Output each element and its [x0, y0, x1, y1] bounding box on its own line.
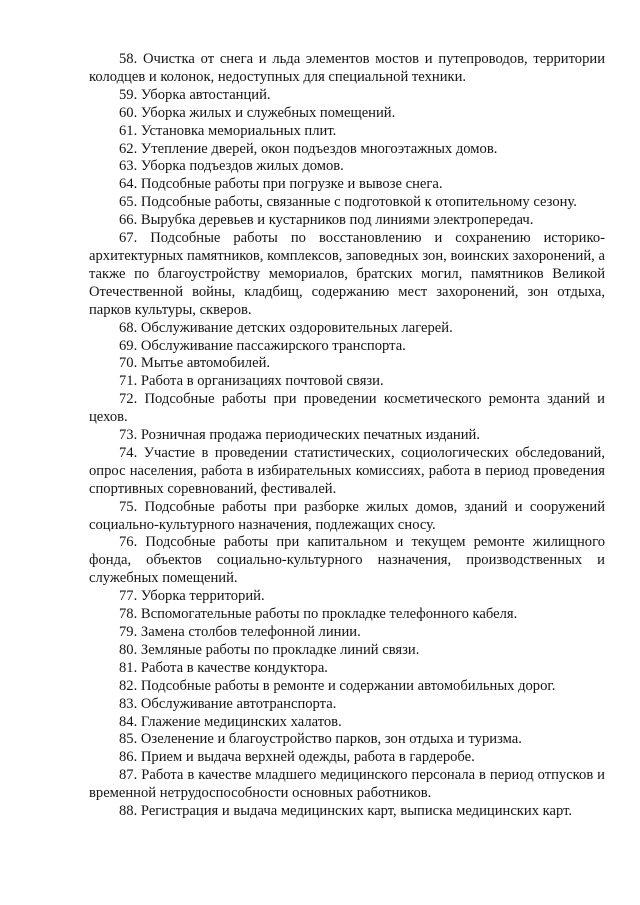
list-item-86: 86. Прием и выдача верхней одежды, работа в гардеробе.: [119, 749, 475, 766]
list-item-63: 63. Уборка подъездов жилых домов.: [119, 158, 344, 175]
list-item-65: 65. Подсобные работы, связанные с подготовкой к отопительному сезону.: [119, 194, 577, 211]
list-item-62: 62. Утепление дверей, окон подъездов многоэтажных домов.: [119, 140, 498, 157]
list-item-75: 75. Подсобные работы при разборке жилых домов, зданий и сооружений социально-культурного назначения, подлежащих сносу.: [89, 498, 605, 533]
list-item-81: 81. Работа в качестве кондуктора.: [119, 659, 328, 676]
list-item-66: 66. Вырубка деревьев и кустарников под линиями электропередач.: [119, 212, 534, 229]
list-item-61: 61. Установка мемориальных плит.: [119, 122, 337, 139]
list-item-58: 58. Очистка от снега и льда элементов мостов и путепроводов, территории колодцев и колонок, недоступных для специальной техники.: [89, 51, 605, 85]
list-item-82: 82. Подсобные работы в ремонте и содержании автомобильных дорог.: [119, 677, 556, 694]
list-item-73: 73. Розничная продажа периодических печатных изданий.: [119, 427, 481, 444]
list-item-88: 88. Регистрация и выдача медицинских карт, выписка медицинских карт.: [119, 803, 573, 820]
list-item-83: 83. Обслуживание автотранспорта.: [119, 695, 337, 712]
list-item-64: 64. Подсобные работы при погрузке и вывозе снега.: [119, 176, 443, 193]
list-item-59: 59. Уборка автостанций.: [119, 86, 271, 103]
list-item-87: 87. Работа в качестве младшего медицинского персонала в период отпусков и временной нетрудоспособности основных работников.: [89, 767, 605, 802]
list-item-76: 76. Подсобные работы при капитальном и текущем ремонте жилищного фонда, объектов социально-культурного назначения, производственных и служебных помещений.: [89, 534, 605, 587]
list-item-71: 71. Работа в организациях почтовой связи.: [119, 373, 384, 390]
list-item-79: 79. Замена столбов телефонной линии.: [119, 624, 361, 640]
list-item-80: 80. Земляные работы по прокладке линий связи.: [119, 641, 420, 658]
list-item-85: 85. Озеленение и благоустройство парков, зон отдыха и туризма.: [119, 731, 522, 748]
list-item-69: 69. Обслуживание пассажирского транспорта.: [119, 337, 406, 354]
list-item-77: 77. Уборка территорий.: [119, 588, 265, 605]
list-item-60: 60. Уборка жилых и служебных помещений.: [119, 104, 396, 121]
list-item-67: 67. Подсобные работы по восстановлению и сохранению историко-архитектурных памятников, комплексов, заповедных зон, воинских захоронений, а также по благоустройству мемориалов, братских могил, памятников Великой Отечественной войны, кладбищ, содержанию мест захоронений, зон отдыха, парков культуры, скверов.: [89, 230, 605, 318]
list-item-74: 74. Участие в проведении статистических, социологических обследований, опрос населения, работа в избирательных комиссиях, работа в период проведения спортивных соревнований, фестивалей.: [89, 444, 605, 497]
list-item-78: 78. Вспомогательные работы по прокладке телефонного кабеля.: [119, 606, 518, 623]
list-item-68: 68. Обслуживание детских оздоровительных лагерей.: [119, 319, 453, 336]
list-item-72: 72. Подсобные работы при проведении косметического ремонта зданий и цехов.: [89, 391, 605, 426]
list-item-70: 70. Мытье автомобилей.: [119, 355, 271, 372]
list-item-84: 84. Глажение медицинских халатов.: [119, 713, 342, 730]
document-text-block: [89, 51, 605, 821]
